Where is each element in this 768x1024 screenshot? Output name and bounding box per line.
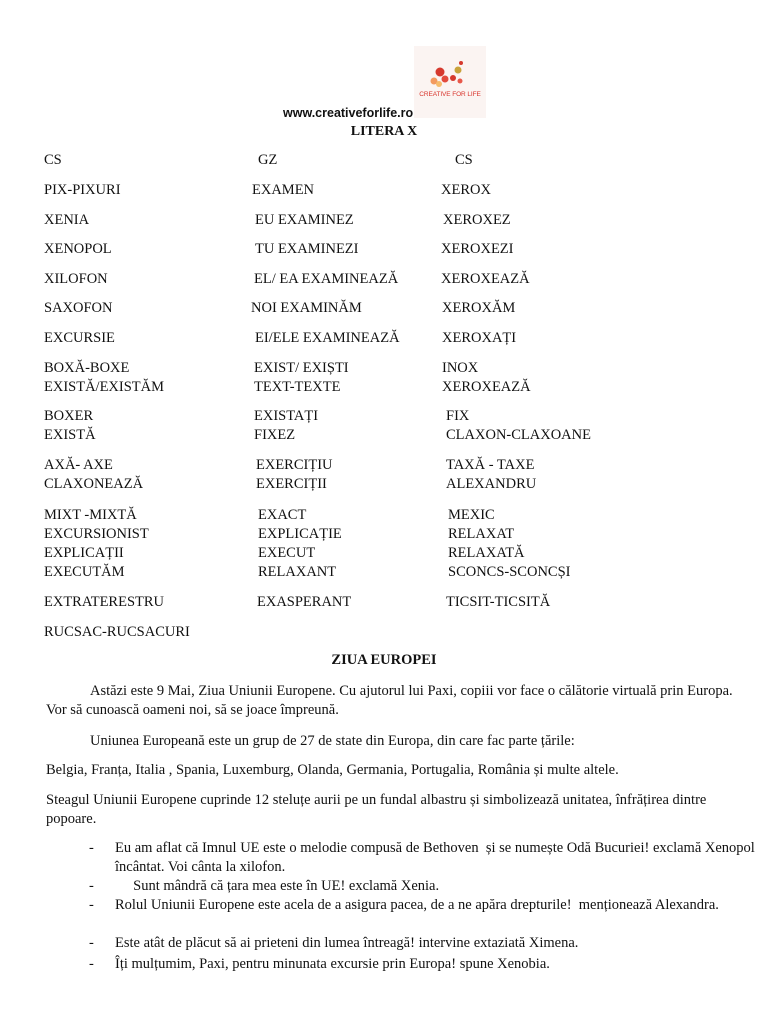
- word-cell: EXECUT: [258, 545, 316, 561]
- bullet-dash: -: [89, 956, 94, 972]
- word-cell: XEROXEAZĂ: [441, 271, 530, 287]
- website-url: www.creativeforlife.ro: [283, 106, 414, 120]
- paragraph-eu-definition: Uniunea Europeană este un grup de 27 de state din Europa, din care fac parte țările:: [90, 733, 575, 749]
- word-cell: TAXĂ - TAXE: [446, 457, 535, 473]
- dialogue-line: Sunt mândră că țara mea este în UE! exclamă Xenia.: [115, 878, 440, 894]
- word-cell: PIX-PIXURI: [44, 182, 121, 198]
- word-cell: EXPLICAȚIE: [258, 526, 342, 542]
- word-cell: EI/ELE EXAMINEAZĂ: [255, 330, 400, 346]
- word-cell: EU EXAMINEZ: [255, 212, 354, 228]
- word-cell: FIXEZ: [254, 427, 296, 443]
- word-cell: EXERCIȚIU: [256, 457, 333, 473]
- word-cell: CLAXONEAZĂ: [44, 476, 144, 492]
- word-cell: TEXT-TEXTE: [254, 379, 341, 395]
- word-cell: XILOFON: [44, 271, 108, 287]
- word-cell: EL/ EA EXAMINEAZĂ: [254, 271, 399, 287]
- word-cell: MIXT -MIXTĂ: [44, 507, 137, 523]
- bullet-dash: -: [89, 897, 94, 913]
- word-cell: CS: [44, 152, 62, 168]
- word-cell: XEROXEAZĂ: [442, 379, 531, 395]
- page-title: LITERA X: [350, 124, 418, 139]
- word-cell: EXERCIȚII: [256, 476, 327, 492]
- word-cell: EXISTĂ: [44, 427, 96, 443]
- dialogue-line: Rolul Uniunii Europene este acela de a asigura pacea, de a ne apăra drepturile! menționează Alexandra.: [115, 897, 719, 913]
- word-cell: ALEXANDRU: [446, 476, 537, 492]
- bullet-dash: -: [89, 935, 94, 951]
- paragraph-flag: Steagul Uniunii Europene cuprinde 12 steluțe aurii pe un fundal albastru și simbolizează unitatea, înfrățirea dintre popoare.: [46, 792, 707, 827]
- word-cell: EXACT: [258, 507, 307, 523]
- word-cell: INOX: [442, 360, 479, 376]
- word-cell: NOI EXAMINĂM: [251, 300, 362, 316]
- logo-graphic: [414, 46, 486, 118]
- word-cell: SCONCS-SCONCȘI: [448, 564, 571, 580]
- word-cell: XEROX: [441, 182, 491, 198]
- word-cell: EXCURSIONIST: [44, 526, 149, 542]
- word-cell: CLAXON-CLAXOANE: [446, 427, 591, 443]
- bullet-dash: -: [89, 878, 94, 894]
- dialogue-line: Este atât de plăcut să ai prieteni din lumea întreagă! intervine extaziată Ximena.: [115, 935, 579, 951]
- word-cell: RELAXANT: [258, 564, 337, 580]
- word-cell: XEROXAȚI: [442, 330, 517, 346]
- word-cell: RELAXAT: [448, 526, 515, 542]
- word-cell: EXAMEN: [252, 182, 315, 198]
- word-cell: MEXIC: [448, 507, 495, 523]
- word-cell: XENOPOL: [44, 241, 112, 257]
- paragraph-intro: Astăzi este 9 Mai, Ziua Uniunii Europene. Cu ajutorul lui Paxi, copiii vor face o călătorie virtuală prin Europa. Vor să cunoască oameni noi, să se joace împreună.: [46, 683, 733, 718]
- word-cell: TU EXAMINEZI: [255, 241, 359, 257]
- dialogue-line: Îți mulțumim, Paxi, pentru minunata excursie prin Europa! spune Xenobia.: [115, 956, 550, 972]
- word-cell: EXECUTĂM: [44, 564, 125, 580]
- word-cell: EXCURSIE: [44, 330, 115, 346]
- bullet-dash: -: [89, 840, 94, 856]
- word-cell: XEROXEZ: [443, 212, 511, 228]
- word-cell: XEROXĂM: [442, 300, 516, 316]
- word-cell: FIX: [446, 408, 470, 424]
- word-cell: CS: [455, 152, 473, 168]
- word-cell: RUCSAC-RUCSACURI: [44, 624, 190, 640]
- paragraph-countries: Belgia, Franța, Italia , Spania, Luxemburg, Olanda, Germania, Portugalia, România și multe altele.: [46, 762, 619, 778]
- creative-for-life-logo: [414, 46, 486, 118]
- word-cell: BOXER: [44, 408, 94, 424]
- word-cell: XEROXEZI: [441, 241, 514, 257]
- word-cell: EXISTĂ/EXISTĂM: [44, 379, 165, 395]
- word-cell: EXTRATERESTRU: [44, 594, 165, 610]
- word-cell: BOXĂ-BOXE: [44, 360, 130, 376]
- word-cell: TICSIT-TICSITĂ: [446, 594, 551, 610]
- section-title: ZIUA EUROPEI: [331, 652, 437, 668]
- word-cell: XENIA: [44, 212, 90, 228]
- word-cell: EXISTAȚI: [254, 408, 319, 424]
- word-cell: EXPLICAȚII: [44, 545, 124, 561]
- word-cell: RELAXATĂ: [448, 545, 525, 561]
- word-cell: EXIST/ EXIȘTI: [254, 360, 349, 376]
- logo-text: CREATIVE FOR LIFE: [419, 91, 481, 98]
- word-cell: EXASPERANT: [257, 594, 352, 610]
- word-cell: GZ: [258, 152, 278, 168]
- word-cell: SAXOFON: [44, 300, 113, 316]
- word-cell: AXĂ- AXE: [44, 457, 113, 473]
- dialogue-line: Eu am aflat că Imnul UE este o melodie compusă de Bethoven și se numește Odă Bucuriei! exclamă Xenopol încântat. Voi cânta la xilofon.: [115, 840, 759, 875]
